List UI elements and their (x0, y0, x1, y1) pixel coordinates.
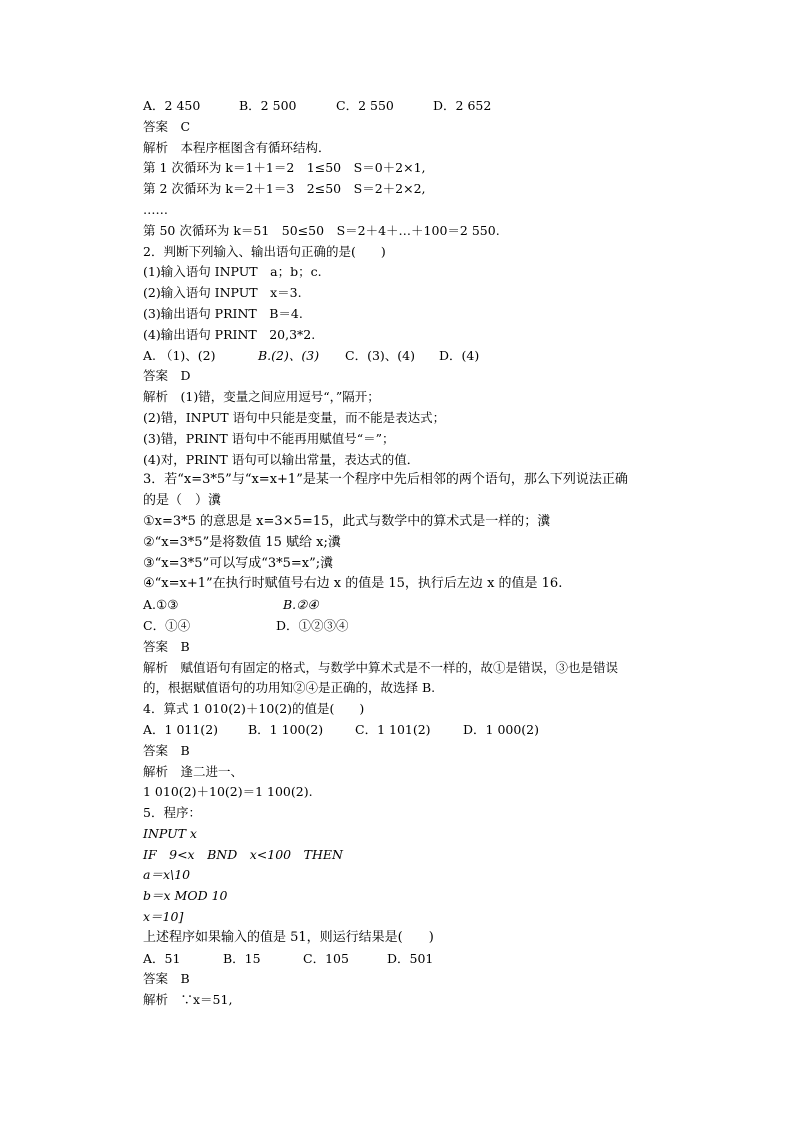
q4-answer: 答案 B (143, 742, 190, 758)
q3-analysis-2: 的，根据赋值语句的功用知②④是正确的，故选择 B. (143, 680, 436, 696)
q5-question: 上述程序如果输入的值是 51，则运行结果是( ) (143, 929, 434, 945)
q2-analysis-4: (4)对，PRINT 语句可以输出常量，表达式的值． (143, 451, 420, 467)
q3-statement-4: ④“x=x+1”在执行时赋值号右边 x 的值是 15，执行后左边 x 的值是 16. (143, 576, 563, 592)
q4-option-b: B．1 100(2) (248, 721, 324, 737)
q4-options (143, 720, 683, 741)
q5-program-line-5: x＝10] (143, 909, 184, 925)
q2-analysis-1: 解析 (1)错，变量之间应用逗号“，”隔开； (143, 389, 380, 405)
q5-program-line-2: IF 9<x BND x<100 THEN (143, 846, 343, 862)
q3-option-b: B.②④ (283, 597, 319, 613)
q4-calculation: 1 010(2)＋10(2)＝1 100(2). (143, 784, 313, 800)
q5-option-d: D．501 (387, 950, 434, 966)
q3-options-row-2 (143, 616, 683, 637)
q2-answer: 答案 D (143, 368, 191, 384)
q1-ellipsis: …… (143, 201, 168, 217)
q1-loop-2: 第 2 次循环为 k＝2＋1＝3 2≤50 S＝2＋2×2, (143, 181, 426, 197)
q2-statement-2: (2)输入语句 INPUT x＝3. (143, 285, 302, 301)
q1-loop-50: 第 50 次循环为 k＝51 50≤50 S＝2＋4＋…＋100＝2 550. (143, 222, 500, 238)
q2-analysis-3: (3)错，PRINT 语句中不能再用赋值号“＝”； (143, 430, 395, 446)
q5-option-a: A．51 (143, 950, 181, 966)
q2-statement-3: (3)输出语句 PRINT B＝4. (143, 305, 303, 321)
q3-options-row-1 (143, 595, 683, 616)
q3-statement-3: ③“x=3*5”可以写成“3*5=x”;瀵 (143, 555, 334, 571)
q4-option-d: D．1 000(2) (463, 721, 540, 737)
q5-option-b: B．15 (223, 950, 261, 966)
q5-program-line-3: a＝x\10 (143, 867, 191, 883)
q2-statement-4: (4)输出语句 PRINT 20,3*2. (143, 326, 316, 342)
q3-option-c: C．①④ (143, 617, 191, 633)
q1-option-c: C．2 550 (336, 98, 394, 113)
q2-title: 2．判断下列输入、输出语句正确的是( ) (143, 243, 386, 259)
q3-title-line-1: 3．若“x=3*5”与“x=x+1”是某一个程序中先后相邻的两个语句，那么下列说法正确 (143, 472, 628, 488)
q3-title-line-2: 的是（ ）瀵 (143, 493, 222, 509)
q2-option-c: C．(3)、(4) (345, 347, 415, 363)
q2-option-a: A. （1)、(2) (143, 347, 216, 363)
q5-analysis: 解析 ∵x＝51, (143, 992, 233, 1008)
q4-option-a: A．1 011(2) (143, 721, 219, 737)
q5-options (143, 949, 683, 970)
q1-option-b: B．2 500 (239, 98, 297, 113)
q2-statement-1: (1)输入语句 INPUT a；b；c. (143, 264, 322, 280)
q1-options (143, 96, 683, 117)
q2-options (143, 346, 683, 367)
q1-answer: 答案 C (143, 118, 191, 134)
q3-statement-1: ①x=3*5 的意思是 x=3×5=15，此式与数学中的算术式是一样的；瀵 (143, 513, 551, 529)
q1-loop-1: 第 1 次循环为 k＝1＋1＝2 1≤50 S＝0＋2×1, (143, 160, 426, 176)
q4-analysis: 解析 逢二进一、 (143, 763, 244, 779)
q2-option-b: B.(2)、(3) (258, 347, 320, 363)
q3-option-d: D．①②③④ (276, 617, 349, 633)
q5-answer: 答案 B (143, 971, 190, 987)
document-page (143, 96, 683, 1011)
q3-option-a: A.①③ (143, 597, 179, 613)
q5-title: 5．程序： (143, 805, 201, 821)
q2-option-d: D．(4) (439, 347, 480, 363)
q5-program-line-1: INPUT x (143, 825, 197, 841)
q4-title: 4．算式 1 010(2)＋10(2)的值是( ) (143, 701, 365, 717)
q3-analysis-1: 解析 赋值语句有固定的格式，与数学中算术式是不一样的，故①是错误，③也是错误 (143, 659, 619, 675)
q2-analysis-2: (2)错，INPUT 语句中只能是变量，而不能是表达式； (143, 409, 446, 425)
q4-option-c: C．1 101(2) (355, 721, 431, 737)
q5-program-line-4: b＝x MOD 10 (143, 888, 228, 904)
q3-statement-2: ②“x=3*5”是将数值 15 赋给 x;瀵 (143, 534, 341, 550)
q1-option-d: D．2 652 (433, 98, 492, 113)
q1-analysis: 解析 本程序框图含有循环结构． (143, 139, 331, 155)
q3-answer: 答案 B (143, 638, 190, 654)
q5-option-c: C．105 (303, 950, 349, 966)
q1-option-a: A．2 450 (143, 98, 201, 113)
